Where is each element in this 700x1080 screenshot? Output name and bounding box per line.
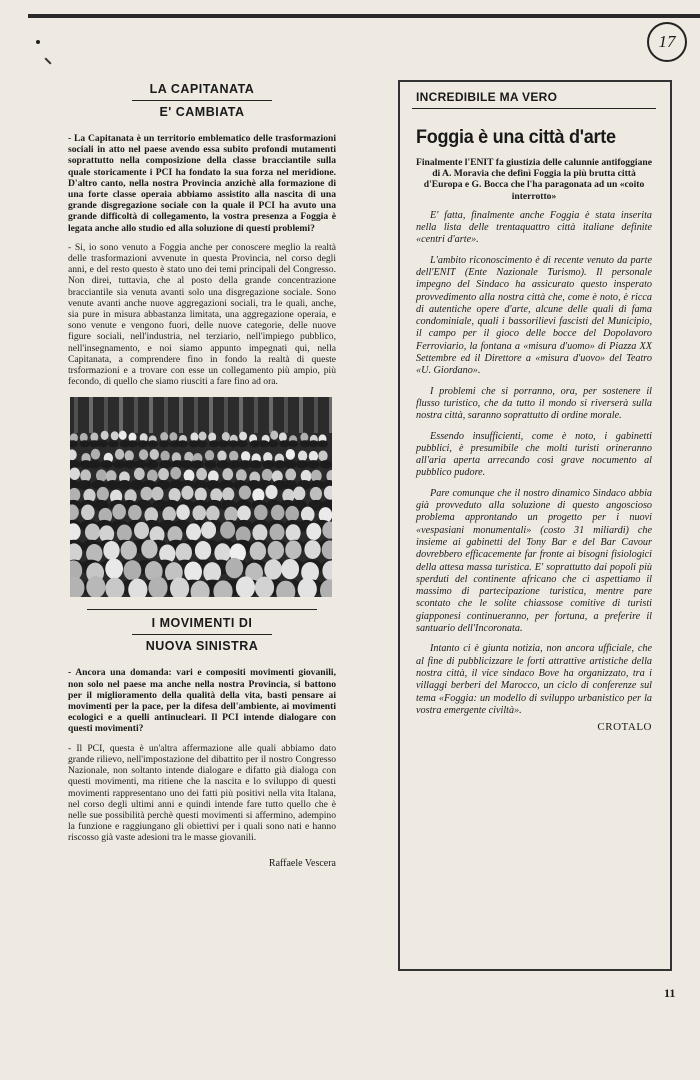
- box-paragraph: E' fatta, finalmente anche Foggia è stata inserita nella lista delle trentaquattro città italiane definite «centri d'arte».: [416, 209, 652, 246]
- headline-line: NUOVA SINISTRA: [145, 639, 259, 654]
- box-paragraph: L'ambito riconoscimento è di recente venuto da parte dell'ENIT (Ente Nazionale Turismo). Il personale impegno del Sindaco ha assicurato questo insperato provvedimento alla nostra città che, come è noto, è ricca di autentiche opere d'arte, alcune delle quali di fama condominiale, quali i bassorilievi fascisti del Municipio, il campo per il gioco delle bocce del Dopolavoro Ferroviario, la fontana a «misura d'uomo» di Piazza XX Settembre ed il Direttore a «misura d'uovo» del Teatro «U. Giordano».: [416, 254, 652, 377]
- box-label: INCREDIBILE MA VERO: [416, 90, 558, 104]
- page-number: 11: [664, 986, 676, 1000]
- ink-mark: [36, 40, 40, 44]
- ink-mark: [44, 57, 51, 64]
- interview-answer: - Il PCI, questa è un'altra affermazione alle quali abbiamo dato grande rilievo, nell'impostazione del dibattito per il nostro Congresso Nazionale, non soltanto intende dialogare e difatto già dialoga con questi movimenti, ma ritiene che la nascita e lo sviluppo di questi movimenti rappresentano uno dei fatti più positivi nella vita Italana, nel corso degli ultimi anni e quindi intende fare tutto quello che è nelle sue possibilità perchè questi movimenti si affermino, adempino la funzione e raggiungano gli obiettivi per i quali sono nati e hanno riscosso già vaste adesioni tra le masse giovanili.: [68, 742, 336, 844]
- top-rule: [28, 14, 700, 18]
- box-paragraph: I problemi che si porranno, ora, per sostenere il flusso turistico, che da tutto il mondo si riverserà sulla nostra città, saranno soprattutto di ordine morale.: [416, 385, 652, 422]
- interview-question: - La Capitanata è un territorio emblematico delle trasformazioni sociali in atto nel paese avendo essa subito profondi mutamenti soprattutto nella composizione della classe bracciantile sulla quale storicamente i PCI ha fondato la sua forza nel meridione. D'altro canto, nella nostra Provincia anzichè alla formazione di una forte classe operaia abbiamo assistito alla nascita di una grande disgregazione sociale con la quale il PCI ha avuto una grande difficoltà di collegamento, la vostra presenza a Foggia è legata anche allo studio ed alla soluzione di questi problemi?: [68, 133, 336, 234]
- box-body: [416, 210, 652, 717]
- byline: Raffaele Vescera: [268, 857, 336, 869]
- signature: CROTALO: [597, 721, 652, 734]
- audience-photo: [70, 397, 332, 597]
- interview-question: - Ancora una domanda: vari e compositi movimenti giovanili, non solo nel paese ma anche nella nostra Provincia, si battono per il miglioramento della qualità della vita, basti pensare ai movimenti per la pace, per la difesa dell'ambiente, ai movimenti ecologici e a quelli antinucleari. Il PCI intende dialogare con questi movimenti?: [68, 667, 336, 735]
- box-rule: [412, 108, 656, 109]
- headline-capitanata: [68, 78, 336, 123]
- box-paragraph: Intanto ci è giunta notizia, non ancora ufficiale, che al fine di pubblicizzare le forti attrattive artistiche della nostra città, il vice sindaco Bove ha organizzato, tra i villaggi berberi del Marocco, un ciclo di conferenze sul tema «Foggia: un modello di sviluppo urbanistico per la vostra emergente civiltà».: [416, 643, 652, 716]
- interview-column: [68, 78, 336, 869]
- section-rule: [87, 609, 317, 610]
- interview-answer: - Si, io sono venuto a Foggia anche per conoscere meglio la realtà delle trasformazioni avvenute in questa Provincia, nel corso degli anni, e del resto questo è stato uno dei temi principali del Congresso. Non direi, tuttavia, che al posto della grande concentrazione bracciantile sia venuta avanti solo una disgregazione sociale. Sono venute avanti anche nuove aggregazioni sociali, tra le quali, anche, sia pure in misura abbastanza limitata, una aggregazione operaia, e sono venute e vengono fuori, delle nuove categorie, delle nuove figure sociali, nell'industria, nel terziario, nell'impiego pubblico, nell'insegnamento, e noi siamo appunto impegnati qui, nella Capitanata, a comprendere fino in fondo la realtà di queste trsformazioni e a trovare con esse un collegamento più ampio, più fecondo, di quello che siamo riusciti a fare fino ad ora.: [68, 241, 336, 388]
- crowd-image: [70, 397, 332, 597]
- box-subtitle: Finalmente l'ENIT fa giustizia delle calunnie antifoggiane di A. Moravia che definì Foggia la più brutta città d'Europa e G. Bocca che l'ha paragonata ad un «coito interrotto»: [416, 157, 652, 202]
- box-paragraph: Pare comunque che il nostro dinamico Sindaco abbia già provveduto alla soluzione di questo angoscioso problema approntando un progetto per i nuovi «vespasiani monumentali» (costo 31 miliardi) che insieme ai gabinetti del Tony Bar e del Bar Cavour dovrebbero efficacemente far fronte ai bisogni fisiologici della attesa massa turistica. E' soprattutto dai popoli più sperduti del continente africano che ci aspettiamo il massimo di partecipazione turistica, mentre pare scontato che le solite chiassose comitive di turisti giapponesi continueranno, per fortuna, a preferire il santuario dell'Incoronata.: [416, 487, 652, 635]
- satire-box: [398, 80, 672, 971]
- page-stamp: 17: [647, 22, 687, 62]
- headline-line: LA CAPITANATA: [149, 82, 255, 96]
- headline-line: E' CAMBIATA: [159, 105, 245, 119]
- box-paragraph: Essendo insufficienti, come è noto, i gabinetti pubblici, è presumibile che molti turisti orineranno all'aria aperta arrecando così grave nocumento al pubblico pudore.: [416, 430, 652, 479]
- headline-movimenti: [68, 612, 336, 657]
- headline-line: I MOVIMENTI DI: [151, 616, 253, 631]
- box-title: Foggia è una città d'arte: [416, 127, 616, 148]
